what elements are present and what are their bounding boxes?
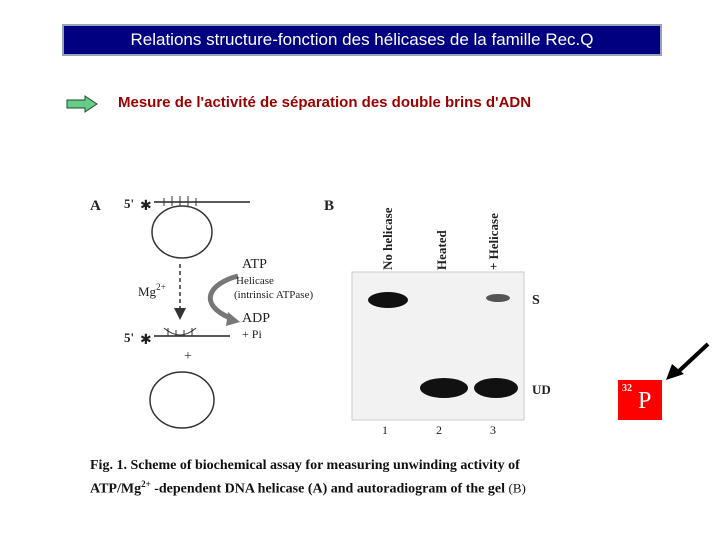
adp-label: ADP bbox=[242, 311, 271, 326]
band-s-label: S bbox=[532, 293, 540, 308]
atp-label: ATP bbox=[242, 257, 267, 272]
helicase-label: Helicase bbox=[236, 275, 274, 287]
dna-circle-top bbox=[152, 206, 212, 258]
figure-caption bbox=[90, 456, 610, 499]
band-ud-label: UD bbox=[532, 382, 551, 397]
star-icon-bottom: ✱ bbox=[140, 331, 152, 347]
lane-header-2: Heated bbox=[434, 230, 449, 270]
intrinsic-label: (intrinsic ATPase) bbox=[234, 289, 314, 301]
panel-a-label: A bbox=[90, 198, 101, 214]
slide-subtitle: Mesure de l'activité de séparation des double brins d'ADN bbox=[118, 94, 532, 111]
panel-b-label: B bbox=[324, 198, 335, 214]
p32-badge bbox=[618, 380, 662, 420]
p32-sup: 32 bbox=[622, 383, 632, 394]
band-lane1-s bbox=[368, 292, 408, 308]
mg-label: $Mg^{2+}$ bbox=[138, 282, 166, 299]
lane-number-2: 2 bbox=[436, 423, 442, 437]
right-arrow-icon bbox=[66, 95, 98, 113]
five-prime-top: 5' bbox=[124, 196, 135, 211]
star-icon-top: ✱ bbox=[140, 197, 152, 213]
lane-number-1: 1 bbox=[382, 423, 388, 437]
pointer-arrow-icon bbox=[664, 342, 712, 382]
lane-number-3: 3 bbox=[490, 423, 496, 437]
lane-header-3: + Helicase bbox=[486, 213, 501, 270]
caption-line-1: Fig. 1. Scheme of biochemical assay for measuring unwinding activity of bbox=[90, 458, 520, 473]
band-lane2-ud bbox=[420, 378, 468, 398]
caption-line-2: ATP/$Mg^{2+}$ -dependent DNA helicase (A) and autoradiogram of the gel (B) bbox=[90, 479, 526, 497]
band-lane3-s bbox=[486, 294, 510, 302]
slide-title: Relations structure-fonction des hélicases de la famille Rec.Q bbox=[62, 24, 662, 56]
pi-label: + Pi bbox=[242, 327, 262, 341]
dna-circle-bottom bbox=[150, 372, 214, 428]
band-lane3-ud bbox=[474, 378, 518, 398]
five-prime-bottom: 5' bbox=[124, 330, 135, 345]
p32-label: P bbox=[638, 388, 652, 414]
lane-header-1: No helicase bbox=[380, 207, 395, 270]
plus-sign: + bbox=[184, 349, 192, 364]
caption-b: (B) bbox=[508, 480, 526, 496]
